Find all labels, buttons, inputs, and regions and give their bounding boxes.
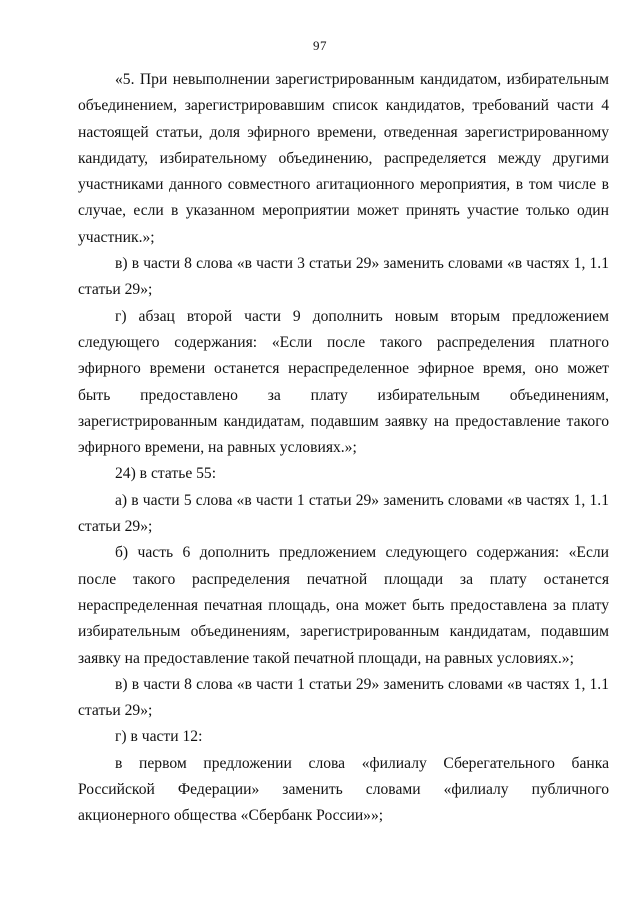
paragraph-item-g-part-9: г) абзац второй части 9 дополнить новым вторым предложением следующего содержания: «Если после такого распределения платного эфирного времени останется нераспределенное эфирное время, оно может быть предоставлено за плату избирательным объединениям, зарегистрированным кандидатам, подавшим заявку на предоставление такого эфирного времени, на равных условиях.»; <box>78 307 609 457</box>
paragraph-first-sentence: в первом предложении слова «филиалу Сберегательного банка Российской Федерации» заменить словами «филиалу публичного акционерного общества «Сбербанк России»»; <box>78 754 609 825</box>
paragraph-item-v-part-8: в) в части 8 слова «в части 3 статьи 29» заменить словами «в частях 1, 1.1 статьи 29»; <box>78 255 609 299</box>
paragraph-item-g-part-12: г) в части 12: <box>115 728 203 746</box>
page-number: 97 <box>313 38 327 53</box>
paragraph-item-v-part-8-art55: в) в части 8 слова «в части 1 статьи 29» заменить словами «в частях 1, 1.1 статьи 29»; <box>78 675 609 720</box>
paragraph-amendment-part-5: «5. При невыполнении зарегистрированным кандидатом, избирательным объединением, зарегистрировавшим список кандидатов, требований части 4 настоящей статьи, доля эфирного времени, отведенная зарегистрированному кандидату, избирательному объединению, распределяется между другими участниками данного совместного агитационного мероприятия, в том числе в случае, если в указанном мероприятии может принять участие только один участник.»; <box>78 71 609 246</box>
paragraph-article-55: 24) в статье 55: <box>115 465 217 483</box>
document-body <box>78 67 609 830</box>
paragraph-item-b-part-6: б) часть 6 дополнить предложением следующего содержания: «Если после такого распределения печатной площади за плату останется нераспределенная печатная площадь, она может быть предоставлена за плату избирательным объединениям, зарегистрированным кандидатам, подавшим заявку на предоставление такой печатной площади, на равных условиях.»; <box>78 544 609 667</box>
paragraph-item-a-part-5: а) в части 5 слова «в части 1 статьи 29» заменить словами «в частях 1, 1.1 статьи 29»; <box>78 491 609 536</box>
